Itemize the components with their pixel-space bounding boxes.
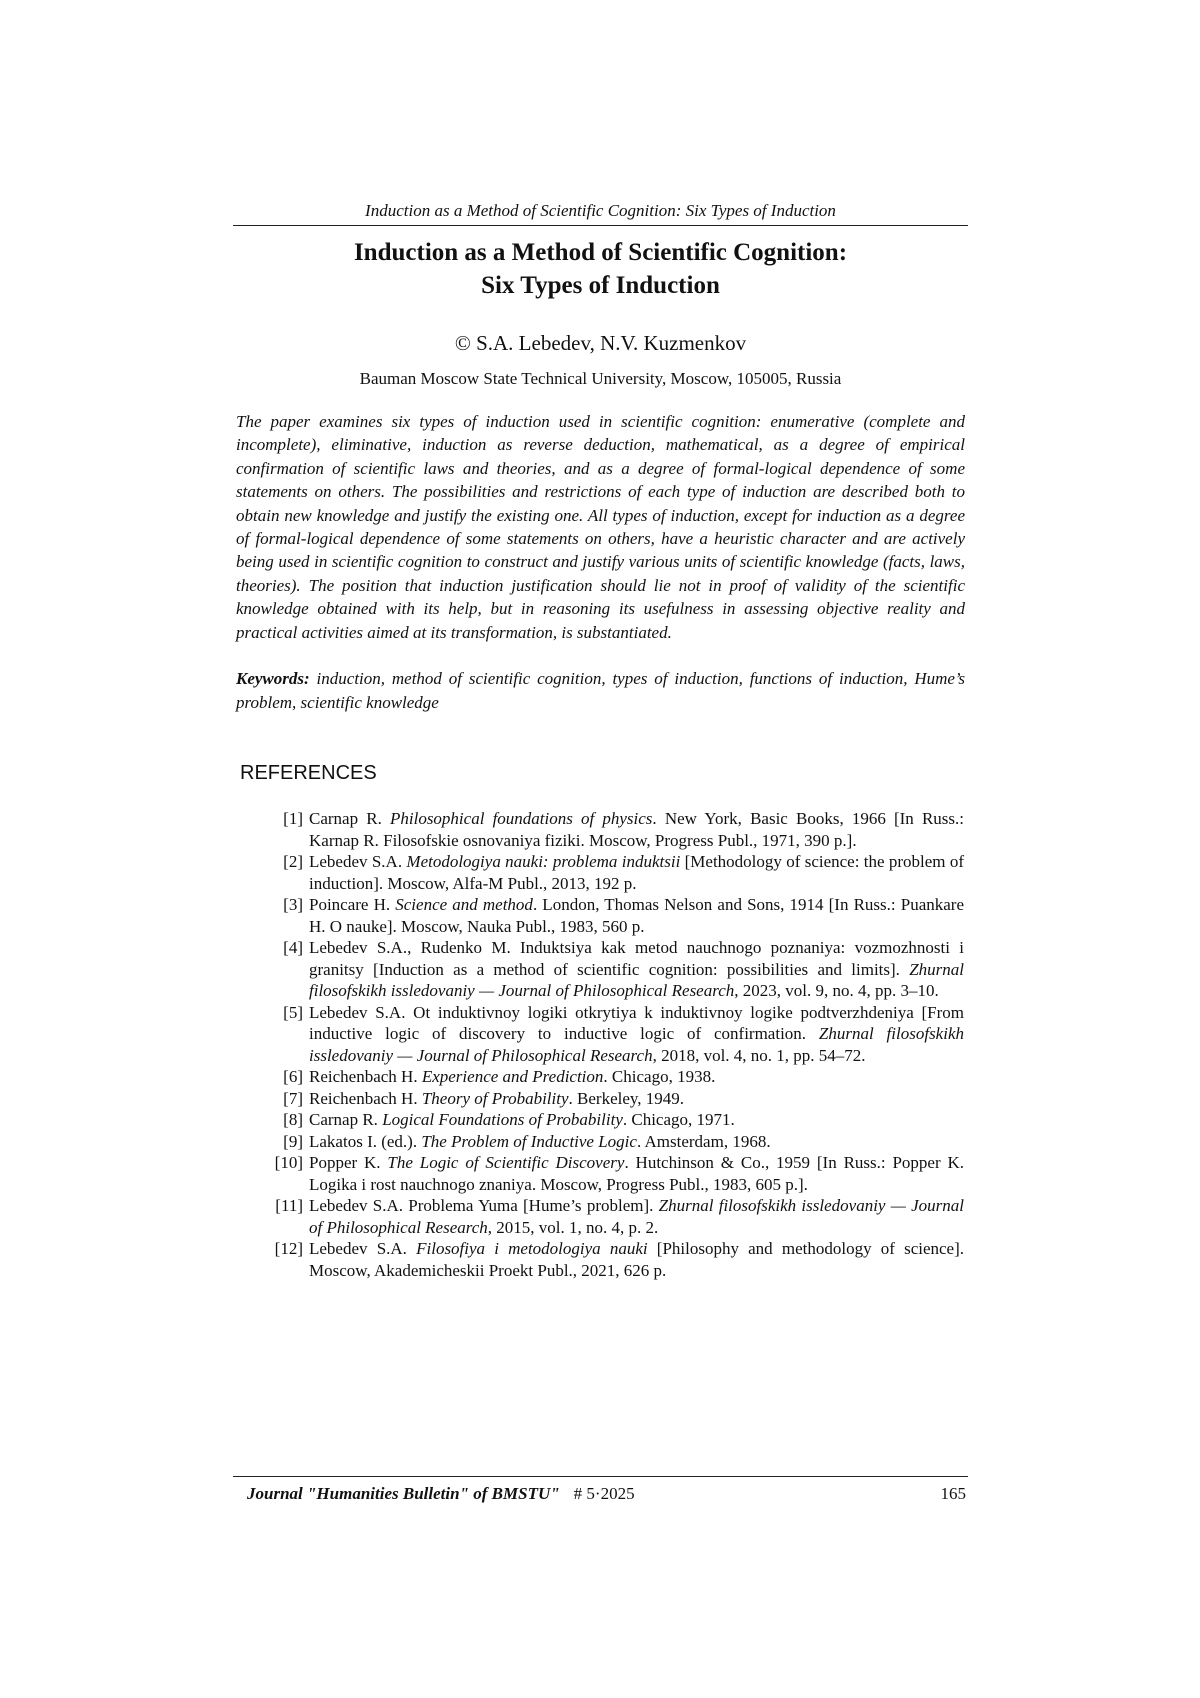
reference-text: , 2018, vol. 4, no. 1, pp. 54–72. [652,1045,866,1065]
reference-number: [9] [283,1131,303,1151]
journal-name [233,1483,635,1505]
reference-text: Lebedev S.A. Ot induktivnoy logiki otkrytiya k induktivnoy logike podtverzhdeniya [From inductive logic of discovery to inductive logic of confirmation. [309,1002,964,1044]
article-title-line-1: Induction as a Method of Scientific Cognition: [353,239,848,266]
reference-title: Zhurnal filosofskikh issledovaniy — Journal of Philosophical Research [309,1024,964,1065]
reference-text: Lebedev S.A. Problema Yuma [Hume’s problem]. [309,1196,659,1216]
reference-item [233,851,964,894]
reference-title: The Logic of Scientific Discovery [387,1153,625,1173]
reference-item [233,1109,964,1131]
reference-number: [8] [283,1110,303,1130]
reference-number: [7] [283,1088,303,1108]
reference-text: , 2023, vol. 9, no. 4, pp. 3–10. [734,981,939,1001]
running-head: Induction as a Method of Scientific Cognition: Six Types of Induction [233,200,968,226]
affiliation: Bauman Moscow State Technical University, Moscow, 105005, Russia [359,369,842,388]
reference-number: [2] [283,852,303,872]
keywords-label: Keywords: [236,669,310,689]
references-heading: REFERENCES [240,762,377,785]
reference-text: Lebedev S.A. [309,1239,417,1259]
reference-title: Zhurnal filosofskikh issledovaniy — Journal of Philosophical Research [309,959,964,1001]
page-footer [233,1476,968,1505]
abstract: The paper examines six types of induction used in scientific cognition: enumerative (complete and incomplete), eliminative, induction as reverse deduction, mathematical, as a degree of empirical confirmation of scientific laws and theories, and as a degree of formal-logical dependence of some statements on others. The possibilities and restrictions of each type of induction are described both to obtain new knowledge and justify the existing one. All types of induction, except for induction as a degree of formal-logical dependence of some statements on others, have a heuristic character and are actively being used in scientific cognition to construct and justify various units of scientific knowledge (facts, laws, theories). The position that induction justification should lie not in proof of validity of the scientific knowledge obtained with its help, but in reasoning its usefulness in assessing objective reality and practical activities aimed at its transformation, is substantiated. [236,412,965,642]
reference-number: [1] [283,809,303,829]
reference-text: Lebedev S.A. [309,852,407,872]
reference-item [233,1002,964,1067]
page-body [233,200,968,1281]
article-title [233,236,968,302]
article-title-line-2: Six Types of Induction [481,272,720,299]
reference-title: Philosophical foundations of physics [389,809,653,829]
journal-title: Journal "Humanities Bulletin" of BMSTU" [247,1484,560,1503]
reference-item [233,1131,964,1153]
authors: © S.A. Lebedev, N.V. Kuzmenkov [454,331,747,355]
reference-text: [Methodology of science: the problem of induction]. Moscow, Alfa-M Publ., 2013, 192 p. [309,852,964,893]
reference-text: Reichenbach H. [309,1067,422,1087]
reference-number: [11] [275,1196,303,1216]
reference-title: The Problem of Inductive Logic [421,1131,637,1151]
reference-item [233,1238,964,1281]
reference-text: , 2015, vol. 1, no. 4, p. 2. [487,1217,659,1237]
reference-item [233,1088,964,1110]
reference-text: . Berkeley, 1949. [568,1088,685,1108]
reference-item [233,808,964,851]
reference-item [233,1195,964,1238]
reference-number: [5] [283,1002,303,1022]
reference-title: Filosofiya i metodologiya nauki [416,1239,648,1259]
keywords [236,667,965,714]
reference-text: [Philosophy and methodology of science]. Moscow, Akademicheskii Proekt Publ., 2021, 626 p. [309,1239,965,1280]
reference-number: [12] [274,1239,303,1259]
reference-text: . Chicago, 1971. [622,1110,735,1130]
reference-item [233,894,964,937]
reference-text: Popper K. [309,1153,388,1173]
reference-text: Lebedev S.A., Rudenko M. Induktsiya kak metod nauchnogo poznaniya: vozmozhnosti i granitsy [Induction as a method of scientific cognition: possibilities and limits]. [309,938,964,979]
reference-list [233,808,968,1281]
reference-title: Zhurnal filosofskikh issledovaniy — Journal of Philosophical Research [309,1196,964,1237]
reference-number: [10] [274,1153,303,1173]
reference-title: Metodologiya nauki: problema induktsii [406,852,681,872]
reference-item [233,937,964,1002]
reference-text: . New York, Basic Books, 1966 [In Russ.: Karnap R. Filosofskie osnovaniya fiziki. Moscow, Progress Publ., 1971, 390 p.]. [309,809,964,850]
reference-number: [6] [283,1067,303,1087]
reference-item [233,1152,964,1195]
page-number: 165 [940,1484,966,1503]
reference-title: Science and method [395,895,533,915]
reference-text: Reichenbach H. [309,1088,422,1108]
reference-text: . Chicago, 1938. [603,1067,716,1087]
reference-text: Carnap R. [309,1110,383,1130]
reference-text: . Amsterdam, 1968. [636,1131,771,1151]
reference-title: Experience and Prediction [421,1067,604,1087]
reference-item [233,1066,964,1088]
keywords-text: induction, method of scientific cognition, types of induction, functions of induction, Hume’s problem, scientific knowledge [236,669,966,712]
reference-title: Theory of Probability [421,1088,569,1108]
reference-title: Logical Foundations of Probability [382,1110,623,1130]
reference-text: Poincare H. [309,895,396,915]
reference-text: Carnap R. [309,809,390,829]
reference-text: . Hutchinson & Co., 1959 [In Russ.: Popper K. Logika i rost nauchnogo znaniya. Moscow, Progress Publ., 1983, 605 p.]. [309,1153,964,1194]
reference-text: . London, Thomas Nelson and Sons, 1914 [In Russ.: Puankare H. O nauke]. Moscow, Nauka Publ., 1983, 560 p. [309,895,964,936]
issue-number: # 5·2025 [573,1484,635,1503]
reference-text: Lakatos I. (ed.). [309,1131,422,1151]
reference-number: [3] [283,895,303,915]
reference-number: [4] [283,938,303,958]
